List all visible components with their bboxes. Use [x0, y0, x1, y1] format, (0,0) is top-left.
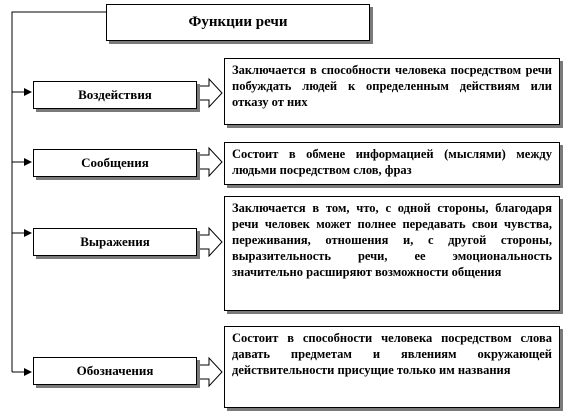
description-box-influence: Заключается в способности человека посредством речи побуждать людей к определенным действиям или отказу от них [224, 58, 560, 125]
function-box-designation: Обозначения [33, 357, 197, 385]
block-arrow-4 [197, 358, 222, 386]
description-box-expression: Заключается в том, что, с одной стороны, благодаря речи человек может полнее передавать свои чувства, переживания, отношения и, с другой стороны, выразительность речи, ее эмоциональность значительно расширяют возможности общения [224, 196, 560, 311]
block-arrow-3 [197, 228, 222, 256]
function-box-expression: Выражения [33, 228, 197, 256]
trunk-line [12, 12, 106, 372]
function-box-influence: Воздействия [33, 81, 197, 109]
diagram-title: Функции речи [106, 4, 370, 41]
description-box-communication: Состоит в обмене информацией (мыслями) между людьми посредством слов, фраз [224, 142, 560, 185]
block-arrow-2 [197, 148, 222, 176]
block-arrow-1 [197, 79, 222, 107]
function-box-communication: Сообщения [33, 149, 197, 177]
description-box-designation: Состоит в способности человека посредством слова давать предметам и явлениям окружающей действительности присущие только им названия [224, 326, 560, 408]
